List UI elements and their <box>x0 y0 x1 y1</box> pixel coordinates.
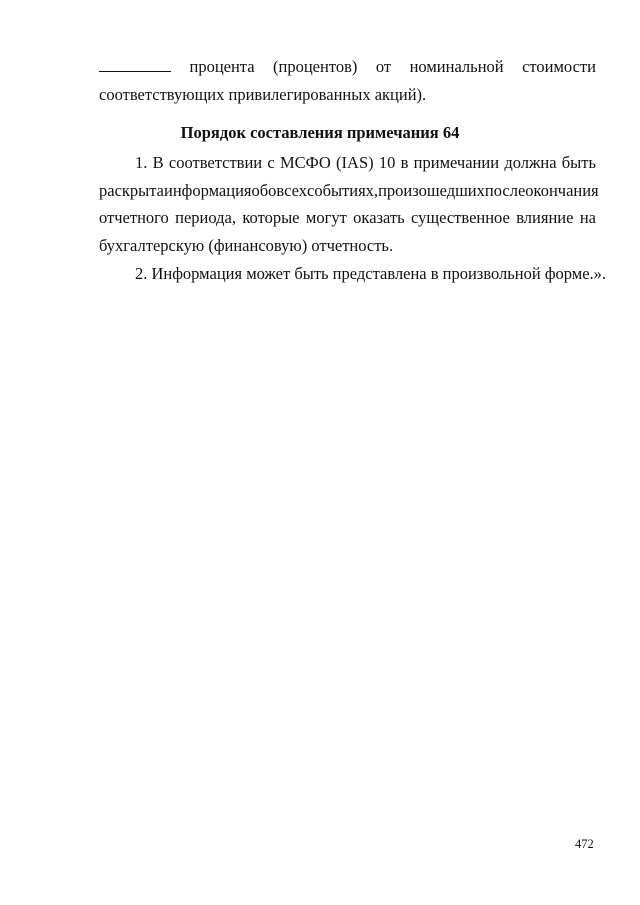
word: раскрыта <box>99 181 164 200</box>
word: быть <box>561 153 596 172</box>
word: с <box>267 153 275 172</box>
carryover-line-2: соответствующих привилегированных акций). <box>99 85 427 104</box>
word: номинальной <box>409 57 504 76</box>
word: (IAS) <box>336 153 374 172</box>
paragraph-1-line-1 <box>135 153 596 173</box>
word: произошедших <box>378 181 485 200</box>
paragraph-1-line-4: бухгалтерскую (финансовую) отчетность. <box>99 236 394 255</box>
paragraph-1-line-3 <box>99 208 596 228</box>
word: информация <box>164 181 252 200</box>
word: (процентов) <box>273 57 358 76</box>
word: периода, <box>175 208 236 227</box>
word: процента <box>189 57 255 76</box>
word: после <box>484 181 526 200</box>
word: отчетного <box>99 208 169 227</box>
word: окончания <box>525 181 599 200</box>
page-number: 472 <box>575 837 594 851</box>
word: от <box>375 57 392 76</box>
word: на <box>579 208 596 227</box>
word: должна <box>504 153 557 172</box>
word: 10 <box>378 153 396 172</box>
carryover-line-1 <box>99 57 596 77</box>
word: В <box>152 153 164 172</box>
word: которые <box>242 208 300 227</box>
word: в <box>400 153 409 172</box>
word: влияние <box>516 208 574 227</box>
word: соответствии <box>168 153 263 172</box>
word: 1. <box>135 153 148 172</box>
paragraph-1-line-2 <box>99 181 599 201</box>
word: обо <box>251 181 277 200</box>
section-heading: Порядок составления примечания 64 <box>180 123 460 142</box>
word: могут <box>305 208 347 227</box>
word: событиях, <box>307 181 379 200</box>
word: оказать <box>353 208 405 227</box>
word: МСФО <box>279 153 331 172</box>
word: всех <box>276 181 307 200</box>
paragraph-2: 2. Информация может быть представлена в произвольной форме.». <box>135 264 607 283</box>
word: стоимости <box>522 57 596 76</box>
fill-in-blank <box>99 57 171 72</box>
word: существенное <box>411 208 510 227</box>
word: примечании <box>413 153 500 172</box>
